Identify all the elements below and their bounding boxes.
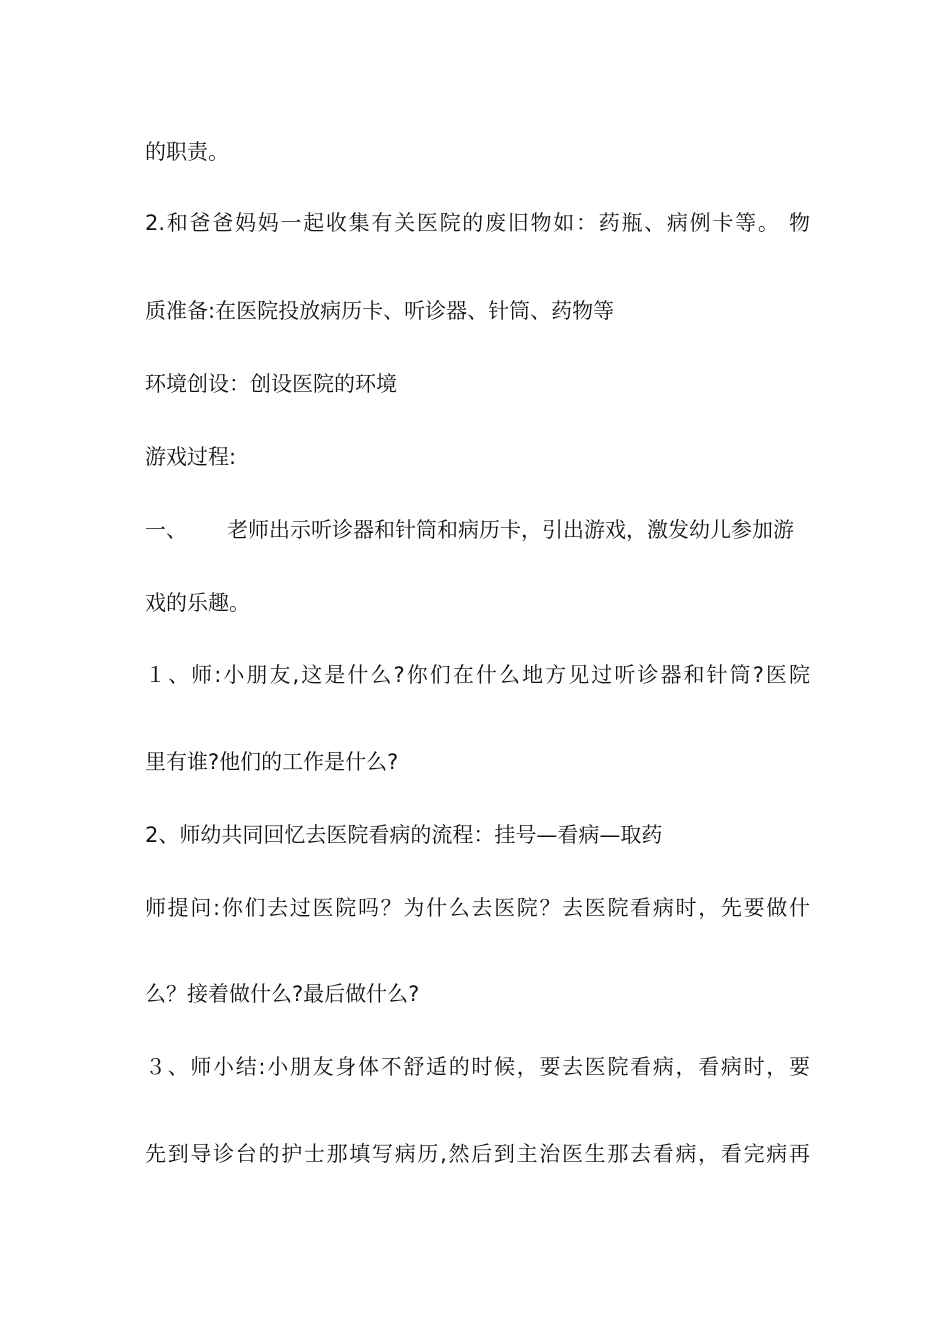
list-item-1: １、师:小朋友,这是什么?你们在什么地方见过听诊器和针筒?医院 [145, 663, 810, 687]
text-line-7: 戏的乐趣。 [145, 591, 250, 615]
section-one-text: 老师出示听诊器和针筒和病历卡，引出游戏，激发幼儿参加游 [227, 518, 794, 542]
text-line-4: 环境创设：创设医院的环境 [145, 372, 397, 396]
text-line-14: 先到导诊台的护士那填写病历,然后到主治医生那去看病，看完病再 [145, 1142, 810, 1166]
list-item-2: 2、师幼共同回忆去医院看病的流程：挂号—看病—取药 [145, 823, 663, 847]
text-line-12: 么？接着做什么?最后做什么? [145, 982, 420, 1006]
text-line-9: 里有谁?他们的工作是什么? [145, 750, 399, 774]
section-one-marker: 一、 [145, 518, 187, 542]
text-line-3: 质准备:在医院投放病历卡、听诊器、针筒、药物等 [145, 299, 615, 323]
text-line-2: 2.和爸爸妈妈一起收集有关医院的废旧物如：药瓶、病例卡等。 物 [145, 211, 810, 235]
text-line-11: 师提问:你们去过医院吗？为什么去医院？去医院看病时，先要做什 [145, 896, 810, 920]
list-item-section-one [145, 515, 810, 545]
text-line-1: 的职责。 [145, 140, 229, 164]
section-heading-game-process: 游戏过程: [145, 445, 237, 469]
list-item-3: ３、师小结:小朋友身体不舒适的时候，要去医院看病，看病时，要 [145, 1055, 810, 1079]
